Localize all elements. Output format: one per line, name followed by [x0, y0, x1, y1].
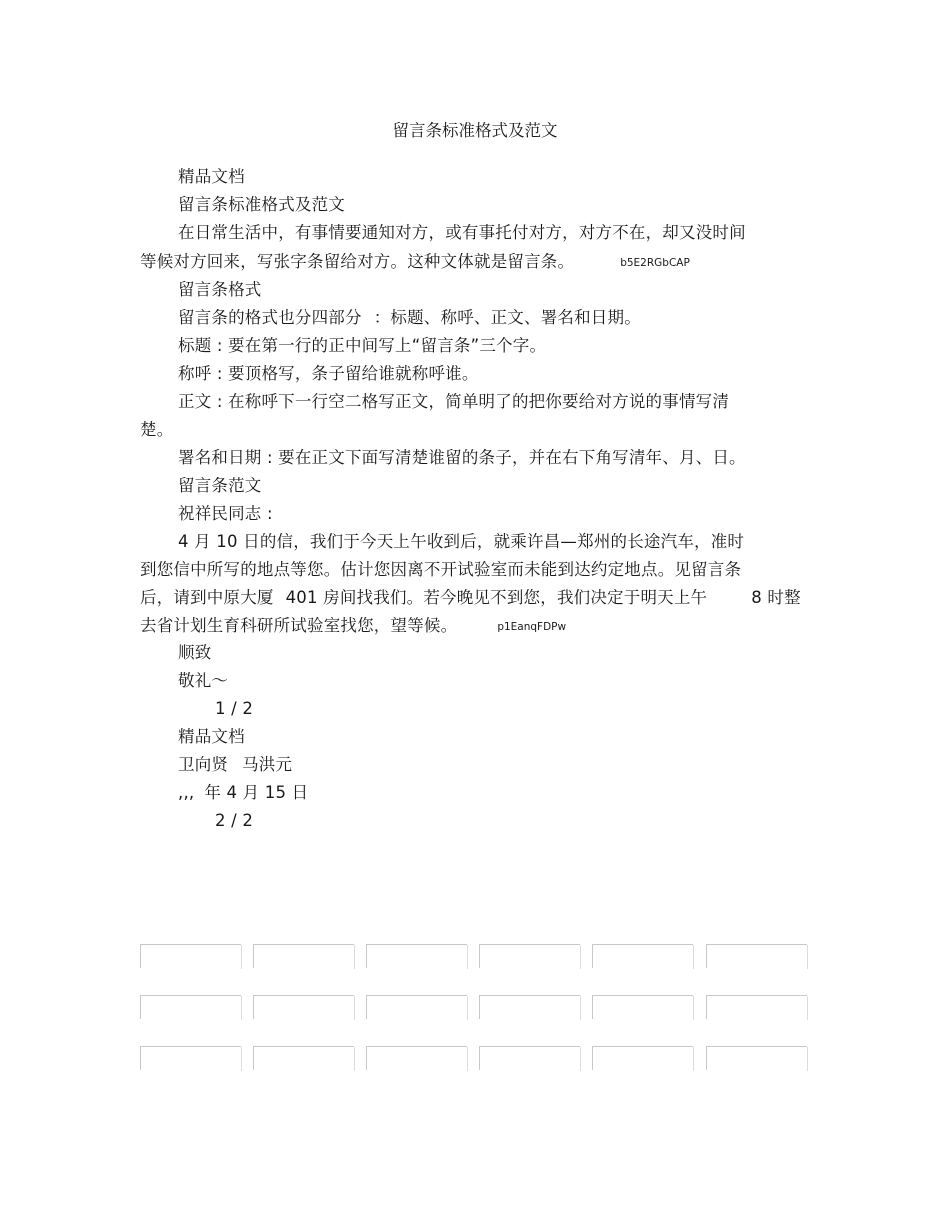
paragraph-text: 等候对方回来，写张字条留给对方。这种文体就是留言条。: [140, 252, 575, 271]
empty-table-row: [140, 944, 810, 970]
empty-table-cell: [706, 1046, 807, 1070]
letter-closing: 顺致: [178, 643, 212, 662]
empty-table-cell: [592, 1046, 693, 1070]
paragraph-text: 留言条的格式也分四部分: [178, 308, 362, 327]
empty-table-cell: [592, 995, 693, 1019]
code-tag: p1EanqFDPw: [497, 621, 567, 633]
letter-body-line: [140, 588, 801, 608]
letter-body-line: [140, 616, 566, 637]
paragraph-text: ：标题、称呼、正文、署名和日期。: [373, 308, 641, 327]
letter-text: 去省计划生育科研所试验室找您，望等候。: [140, 616, 458, 635]
empty-table-row: [140, 1046, 810, 1072]
empty-table-cell: [479, 995, 580, 1019]
empty-table-cell: [706, 995, 807, 1019]
empty-table-cell: [140, 944, 241, 968]
document-title: 留言条标准格式及范文: [392, 121, 558, 140]
empty-table-cell: [253, 944, 354, 968]
paragraph-line: 标题 : 要在第一行的正中间写上“留言条”三个字。: [178, 336, 547, 355]
signer-name: 卫向贤: [178, 755, 229, 774]
empty-table-cell: [479, 944, 580, 968]
empty-table-cell: [253, 995, 354, 1019]
paragraph-line: 楚。: [140, 420, 174, 439]
letter-closing: 敬礼～: [178, 671, 229, 690]
empty-table-cell: [366, 995, 467, 1019]
watermark-label: 精品文档: [178, 727, 245, 746]
letter-date: [178, 783, 308, 803]
empty-table-cell: [140, 995, 241, 1019]
letter-text: 8 时整: [751, 588, 801, 607]
paragraph-line: 称呼 : 要顶格写，条子留给谁就称呼谁。: [178, 364, 479, 383]
letter-text: 401 房间找我们。若今晚见不到您，我们决定于明天上午: [285, 588, 708, 607]
letter-body-line: 到您信中所写的地点等您。估计您因离不开试验室而未能到达约定地点。见留言条: [140, 560, 742, 579]
empty-table-cell: [366, 944, 467, 968]
section-heading: 留言条格式: [178, 280, 262, 299]
section-heading: 留言条标准格式及范文: [178, 195, 345, 214]
paragraph-line: 署名和日期 : 要在正文下面写清楚谁留的条子，并在右下角写清年、月、日。: [178, 448, 746, 467]
paragraph-line: 在日常生活中，有事情要通知对方，或有事托付对方，对方不在，却又没时间: [178, 223, 746, 242]
paragraph-line: [140, 252, 690, 273]
watermark-label: 精品文档: [178, 167, 245, 186]
page-number: 1 / 2: [215, 699, 254, 718]
letter-body-line: 4 月 10 日的信，我们于今天上午收到后，就乘许昌—郑州的长途汽车，准时: [178, 532, 745, 551]
empty-table-cell: [706, 944, 807, 968]
empty-table-cell: [479, 1046, 580, 1070]
empty-table-cell: [592, 944, 693, 968]
empty-table-cell: [140, 1046, 241, 1070]
page-number: 2 / 2: [215, 811, 254, 830]
letter-text: 后，请到中原大厦: [140, 588, 274, 607]
date-prefix: ,,,: [178, 783, 195, 802]
empty-table-cell: [366, 1046, 467, 1070]
signer-name: 马洪元: [242, 755, 293, 774]
letter-signature: [178, 755, 292, 775]
paragraph-line: [178, 308, 641, 328]
letter-salutation: 祝祥民同志 :: [178, 504, 273, 523]
code-tag: b5E2RGbCAP: [620, 257, 690, 269]
section-heading: 留言条范文: [178, 476, 262, 495]
empty-table-row: [140, 995, 810, 1021]
empty-table-cell: [253, 1046, 354, 1070]
date-text: 年 4 月 15 日: [204, 783, 309, 802]
paragraph-line: 正文 : 在称呼下一行空二格写正文，简单明了的把你要给对方说的事情写清: [178, 392, 730, 411]
